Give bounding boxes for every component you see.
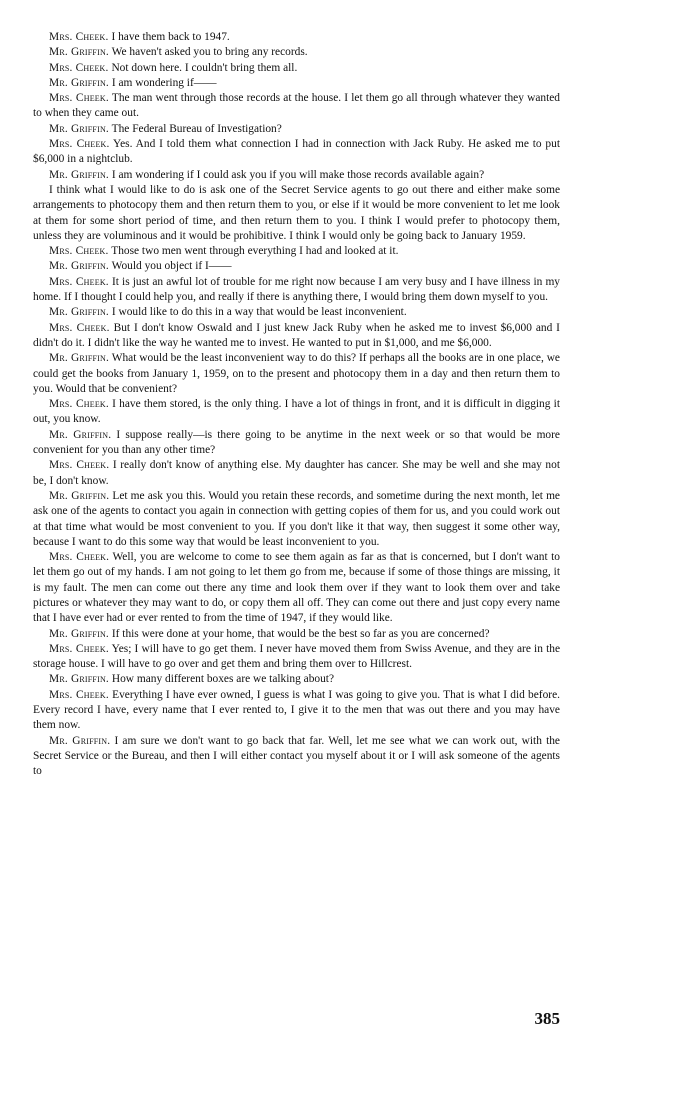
speaker-label: Mrs. Cheek. bbox=[49, 398, 109, 411]
speaker-label: Mr. Griffin. bbox=[49, 76, 109, 89]
speaker-label: Mr. Griffin. bbox=[49, 734, 111, 747]
speech-text: I suppose really—is there going to be anytime in the next week or so that would be more convenient for you than any other time? bbox=[33, 428, 560, 457]
speech-text: The man went through those records at the house. I let them go all through whatever they wanted to when they came out. bbox=[33, 92, 560, 120]
speech-text: I really don't know of anything else. My daughter has cancer. She may be well and she may not be, I don't know. bbox=[33, 459, 560, 487]
transcript-paragraph bbox=[33, 45, 560, 60]
transcript-paragraph bbox=[33, 550, 560, 626]
transcript-body bbox=[33, 30, 560, 780]
speaker-label: Mrs. Cheek. bbox=[49, 321, 110, 334]
speaker-label: Mr. Griffin. bbox=[49, 352, 110, 365]
speech-text: We haven't asked you to bring any records. bbox=[111, 46, 308, 59]
speech-text: I am sure we don't want to go back that far. Well, let me see what we can work out, with the Secret Service or the Bureau, and then I will either contact you myself about it or I will ask someone of the agents to bbox=[33, 734, 560, 778]
speech-text: Not down here. I couldn't bring them all. bbox=[111, 61, 298, 74]
transcript-paragraph bbox=[33, 489, 560, 550]
speaker-label: Mrs. Cheek. bbox=[49, 459, 110, 472]
speech-text: I am wondering if I could ask you if you will make those records available again? bbox=[111, 168, 485, 181]
speech-text: It is just an awful lot of trouble for me right now because I am very busy and I have illness in my home. If I thought I could help you, and really if there is anything there, I would bring them down myself to you. bbox=[33, 275, 561, 304]
speaker-label: Mrs. Cheek. bbox=[49, 31, 109, 43]
transcript-paragraph bbox=[33, 30, 560, 45]
transcript-paragraph bbox=[33, 672, 560, 687]
speaker-label: Mrs. Cheek. bbox=[49, 551, 110, 564]
speech-text: I think what I would like to do is ask one of the Secret Service agents to go out there and either make some arrangements to photocopy them and then return them to you, or else if it would be more convenient to let me look at them for some short period of time, and then return them to you. I think I would prefer to photocopy them, unless they are voluminous and it would be prohibitive. I think I would only be going back to January 1959. bbox=[33, 183, 560, 242]
transcript-paragraph bbox=[33, 688, 560, 734]
page-number: 385 bbox=[534, 1009, 560, 1028]
transcript-paragraph bbox=[33, 305, 560, 320]
transcript-paragraph bbox=[33, 321, 560, 352]
transcript-paragraph bbox=[33, 397, 560, 428]
transcript-paragraph bbox=[33, 627, 560, 642]
transcript-paragraph bbox=[33, 168, 560, 183]
speech-text: How many different boxes are we talking about? bbox=[111, 673, 334, 686]
transcript-paragraph bbox=[33, 76, 560, 91]
speaker-label: Mr. Griffin. bbox=[49, 260, 109, 273]
transcript-paragraph bbox=[33, 61, 560, 76]
transcript-paragraph bbox=[33, 91, 560, 122]
speaker-label: Mr. Griffin. bbox=[49, 489, 110, 502]
speech-text: Those two men went through everything I had and looked at it. bbox=[111, 245, 399, 258]
speaker-label: Mr. Griffin. bbox=[49, 122, 109, 135]
speaker-label: Mrs. Cheek. bbox=[49, 61, 109, 74]
speaker-label: Mr. Griffin. bbox=[49, 168, 109, 181]
transcript-paragraph bbox=[33, 642, 560, 673]
speech-text: I am wondering if—— bbox=[111, 76, 217, 89]
speaker-label: Mrs. Cheek. bbox=[49, 275, 109, 288]
speech-text: I have them stored, is the only thing. I have a lot of things in front, and it is difficult in digging it out, you know. bbox=[33, 398, 560, 426]
transcript-paragraph bbox=[33, 458, 560, 489]
speech-text: But I don't know Oswald and I just knew Jack Ruby when he asked me to invest $6,000 and I didn't do it. I didn't like the way he wanted me to invest. He wanted to put in $1,000, and me $6,000. bbox=[33, 321, 560, 349]
transcript-paragraph bbox=[33, 428, 560, 459]
speech-text: What would be the least inconvenient way to do this? If perhaps all the books are in one place, we could get the books from January 1, 1959, on to the present and photocopy them in a day and then return them to you. Would that be convenient? bbox=[33, 352, 560, 395]
transcript-paragraph bbox=[33, 275, 560, 306]
speech-text: Well, you are welcome to come to see them again as far as that is concerned, but I don't want to let them go out of my hands. I am not going to let them go from me, because if some of those things are missing, it is my fault. The men can come out there any time and look them over if they want to look them over and take pictures or whatever they may want to do, or copy them all off. They can come out there and just copy every name that I have ever had or ever rented to from the time of 1947, if they would like. bbox=[33, 551, 560, 625]
transcript-paragraph bbox=[33, 137, 560, 168]
speech-text: Yes; I will have to go get them. I never have moved them from Swiss Avenue, and they are in the storage house. I will have to go over and get them and bring them over to Hillcrest. bbox=[33, 642, 560, 671]
speaker-label: Mr. Griffin. bbox=[49, 306, 109, 319]
speaker-label: Mrs. Cheek. bbox=[49, 92, 109, 105]
speech-text: The Federal Bureau of Investigation? bbox=[111, 122, 282, 135]
speech-text: Let me ask you this. Would you retain these records, and sometime during the next month, let me ask one of the agents to contact you again in connection with getting copies of them for us, and you could work out at that time what would be most convenient to you. If you don't like it that way, then suggest it some other way, because I want to do this some way that would be least inconvenient to you. bbox=[33, 489, 560, 548]
speaker-label: Mr. Griffin. bbox=[49, 428, 112, 441]
speaker-label: Mr. Griffin. bbox=[49, 673, 109, 686]
transcript-paragraph bbox=[33, 734, 560, 780]
transcript-paragraph bbox=[33, 351, 560, 397]
speech-text: I would like to do this in a way that would be least inconvenient. bbox=[111, 306, 407, 319]
speech-text: Would you object if I—— bbox=[111, 260, 232, 273]
speaker-label: Mrs. Cheek. bbox=[49, 138, 110, 151]
speaker-label: Mrs. Cheek. bbox=[49, 688, 109, 701]
speech-text: Yes. And I told them what connection I had in connection with Jack Ruby. He asked me to put $6,000 in a nightclub. bbox=[33, 138, 560, 166]
speech-text: If this were done at your home, that would be the best so far as you are concerned? bbox=[111, 627, 490, 640]
speaker-label: Mrs. Cheek. bbox=[49, 642, 109, 655]
transcript-paragraph bbox=[33, 183, 560, 244]
speaker-label: Mr. Griffin. bbox=[49, 46, 109, 59]
transcript-paragraph bbox=[33, 244, 560, 259]
speech-text: I have them back to 1947. bbox=[111, 31, 230, 43]
speech-text: Everything I have ever owned, I guess is what I was going to give you. That is what I did before. Every record I have, every name that I ever rented to, I give it to the men that was out there and you may have them now. bbox=[33, 688, 560, 732]
speaker-label: Mrs. Cheek. bbox=[49, 245, 109, 258]
transcript-paragraph bbox=[33, 259, 560, 274]
transcript-paragraph bbox=[33, 122, 560, 137]
speaker-label: Mr. Griffin. bbox=[49, 627, 109, 640]
